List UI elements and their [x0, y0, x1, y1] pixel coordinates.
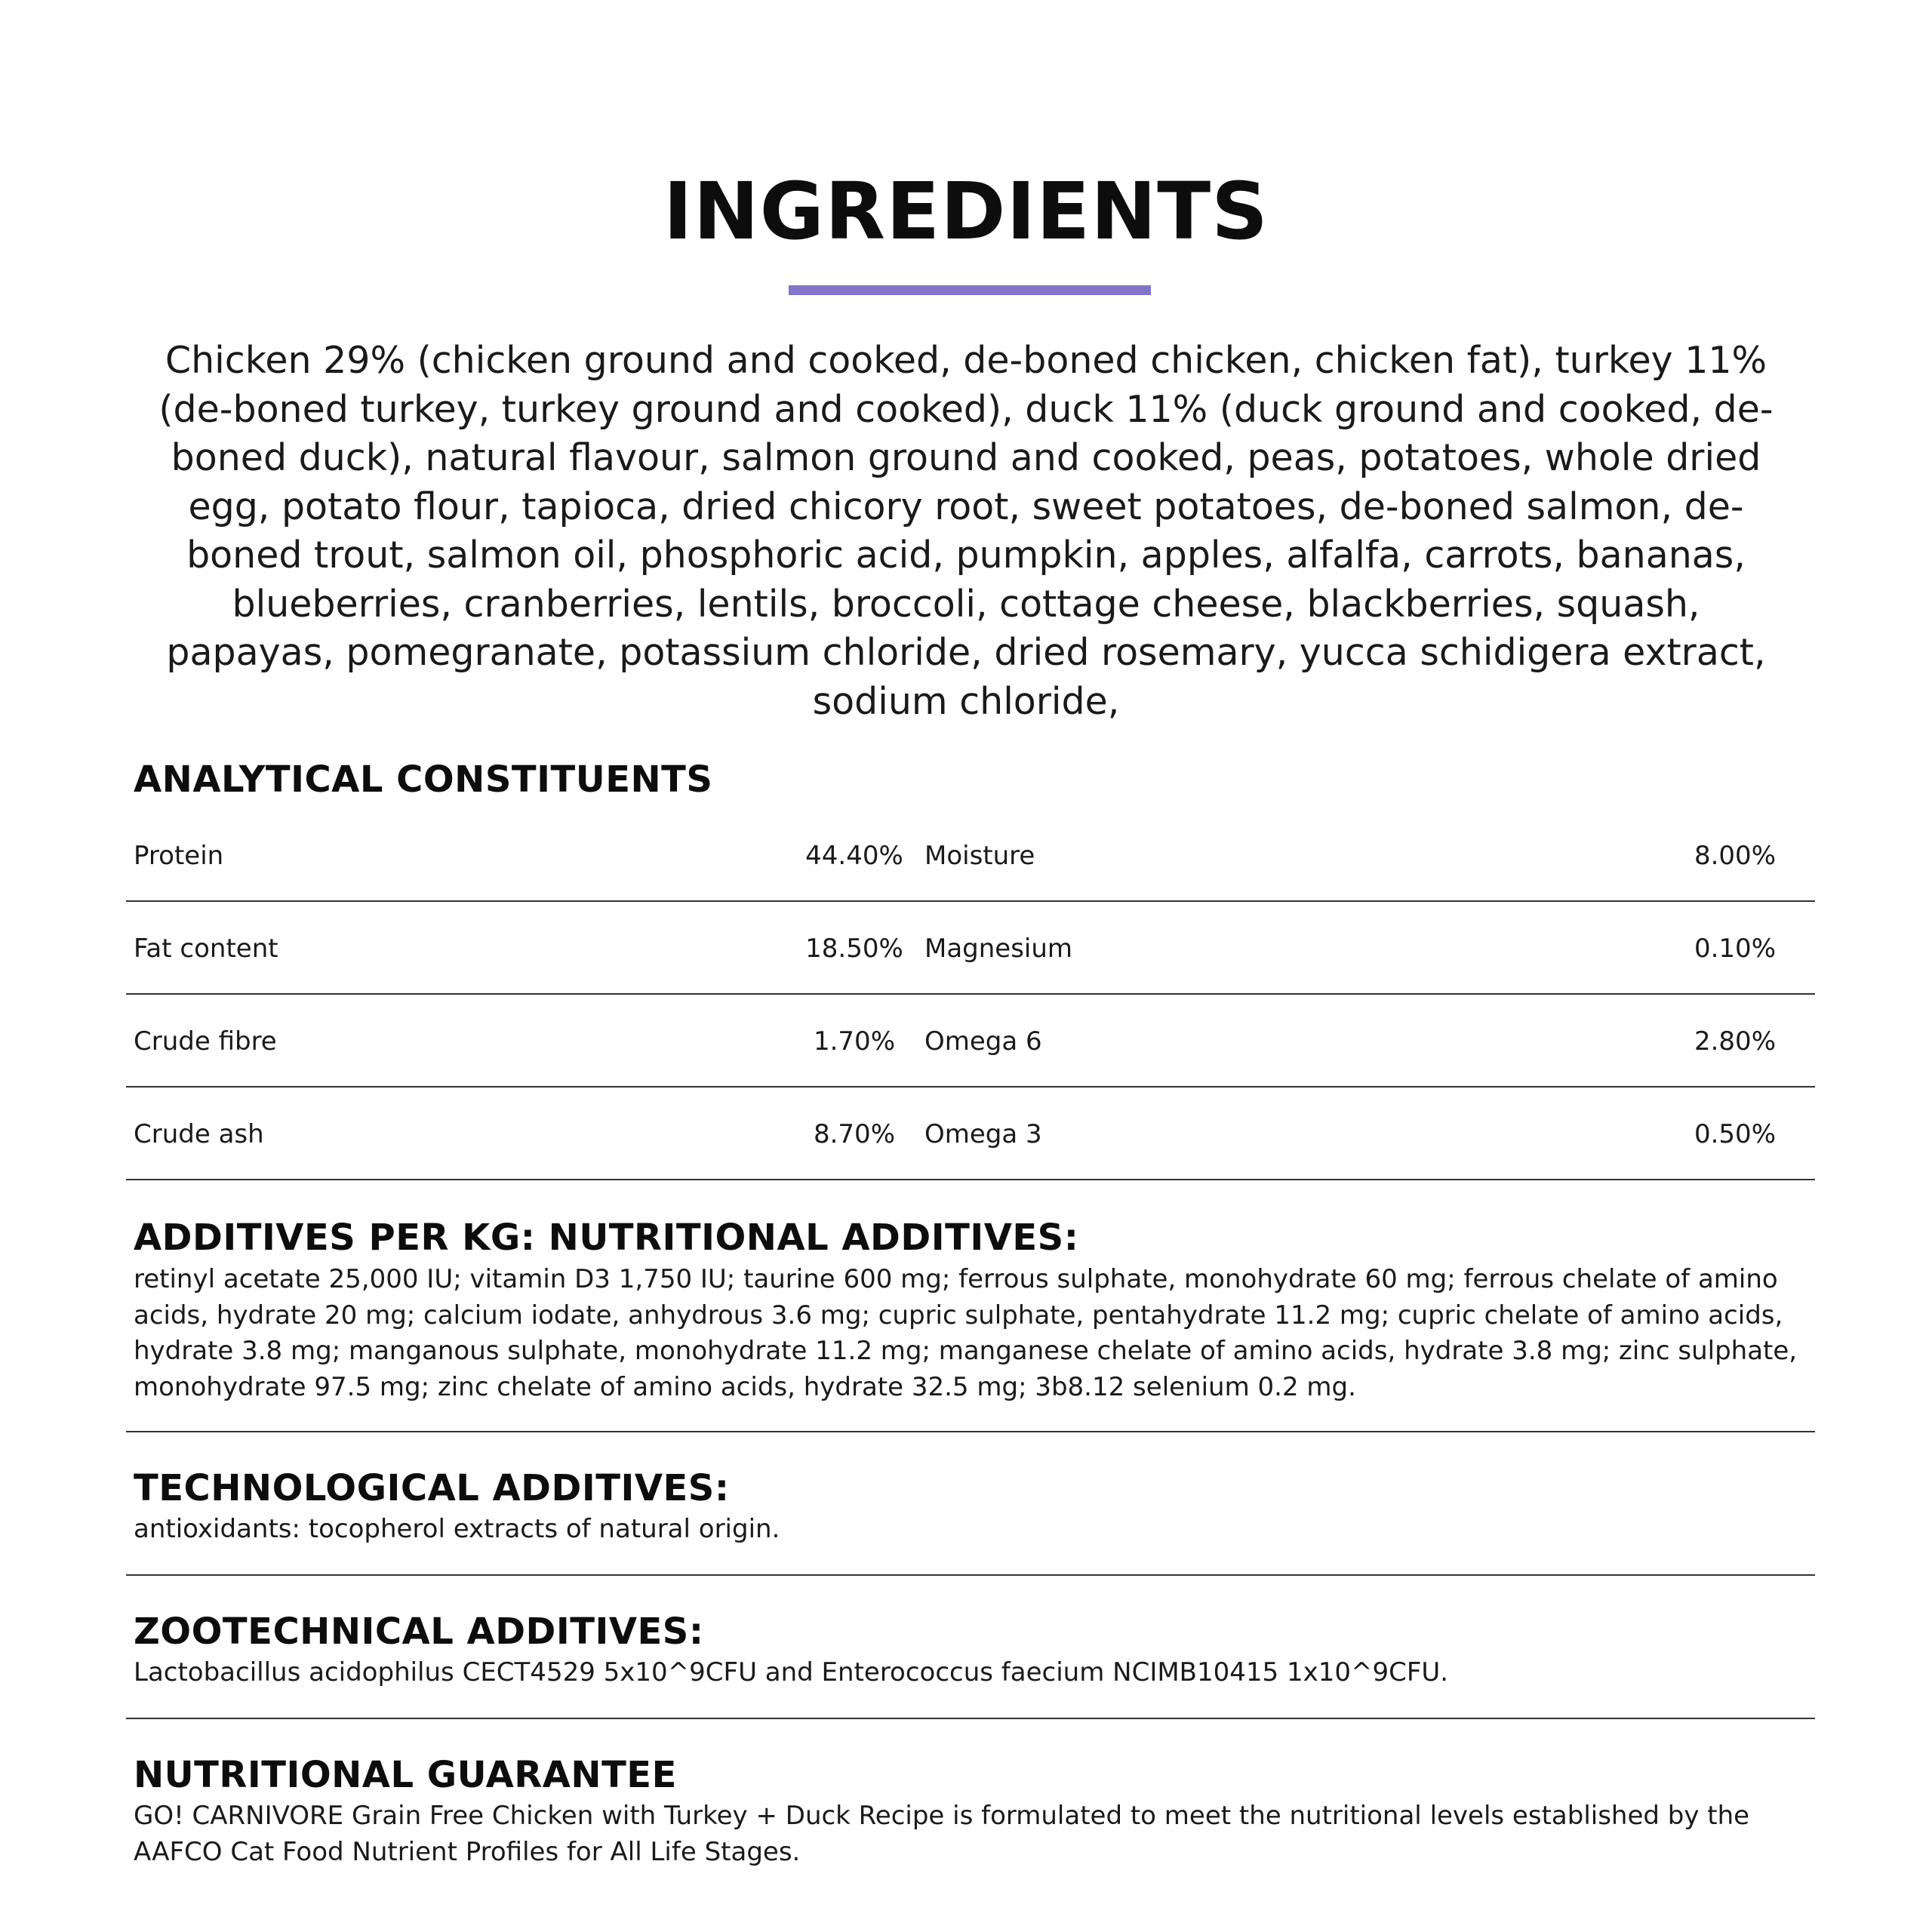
- constituent-name: Omega 6: [924, 1026, 1042, 1057]
- constituent-value: 8.00%: [1694, 841, 1776, 871]
- section-divider: [126, 1431, 1815, 1432]
- constituent-value: 1.70%: [813, 1026, 895, 1057]
- constituent-name: Crude fibre: [134, 1026, 277, 1057]
- table-row: [126, 1088, 1815, 1180]
- constituent-value: 18.50%: [805, 934, 903, 964]
- title-underline: [789, 285, 1151, 295]
- constituent-name: Fat content: [134, 934, 278, 964]
- constituent-name: Omega 3: [924, 1119, 1042, 1149]
- zootechnical-additives-heading: ZOOTECHNICAL ADDITIVES:: [134, 1611, 704, 1653]
- constituent-name: Magnesium: [924, 934, 1073, 964]
- section-divider: [126, 1574, 1815, 1576]
- zootechnical-additives-text: Lactobacillus acidophilus CECT4529 5x10^9CFU and Enterococcus faecium NCIMB10415 1x10^9CFU.: [134, 1657, 1449, 1687]
- ingredients-text: Chicken 29% (chicken ground and cooked, de-boned chicken, chicken fat), turkey 11% (de-boned turkey, turkey ground and cooked), duck 11% (duck ground and cooked, de-boned duck), natural flavour, salmon ground and cooked, peas, potatoes, whole dried egg, potato flour, tapioca, dried chicory root, sweet potatoes, de-boned salmon, de-boned trout, salmon oil, phosphoric acid, pumpkin, apples, alfalfa, carrots, bananas, blueberries, cranberries, lentils, broccoli, cottage cheese, blackberries, squash, papayas, pomegranate, potassium chloride, dried rosemary, yucca schidigera extract, sodium chloride,: [158, 339, 1774, 723]
- analytical-constituents-heading: ANALYTICAL CONSTITUENTS: [134, 758, 713, 801]
- table-row: [126, 995, 1815, 1088]
- page-title: INGREDIENTS: [663, 165, 1269, 257]
- constituent-name: Moisture: [924, 841, 1035, 871]
- section-divider: [126, 1718, 1815, 1719]
- nutritional-guarantee-heading: NUTRITIONAL GUARANTEE: [134, 1754, 677, 1796]
- table-row: [126, 809, 1815, 902]
- constituent-value: 2.80%: [1694, 1026, 1776, 1057]
- technological-additives-heading: TECHNOLOGICAL ADDITIVES:: [134, 1467, 730, 1509]
- technological-additives-text: antioxidants: tocopherol extracts of natural origin.: [134, 1514, 780, 1544]
- nutritional-guarantee-text: GO! CARNIVORE Grain Free Chicken with Turkey + Duck Recipe is formulated to meet the nutritional levels established by the AAFCO Cat Food Nutrient Profiles for All Life Stages.: [134, 1801, 1750, 1867]
- constituent-name: Protein: [134, 841, 224, 871]
- constituent-value: 8.70%: [813, 1119, 895, 1149]
- table-row: [126, 902, 1815, 995]
- constituent-value: 0.10%: [1694, 934, 1776, 964]
- nutritional-additives-text: retinyl acetate 25,000 IU; vitamin D3 1,750 IU; taurine 600 mg; ferrous sulphate, monohydrate 60 mg; ferrous chelate of amino acids, hydrate 20 mg; calcium iodate, anhydrous 3.6 mg; cupric sulphate, pentahydrate 11.2 mg; cupric chelate of amino acids, hydrate 3.8 mg; manganous sulphate, monohydrate 11.2 mg; manganese chelate of amino acids, hydrate 3.8 mg; zinc sulphate, monohydrate 97.5 mg; zinc chelate of amino acids, hydrate 32.5 mg; 3b8.12 selenium 0.2 mg.: [134, 1264, 1798, 1402]
- constituent-value: 0.50%: [1694, 1119, 1776, 1149]
- nutritional-additives-heading: ADDITIVES PER KG: NUTRITIONAL ADDITIVES:: [134, 1217, 1079, 1259]
- analytical-constituents-table: [126, 809, 1815, 1180]
- constituent-value: 44.40%: [805, 841, 903, 871]
- constituent-name: Crude ash: [134, 1119, 264, 1149]
